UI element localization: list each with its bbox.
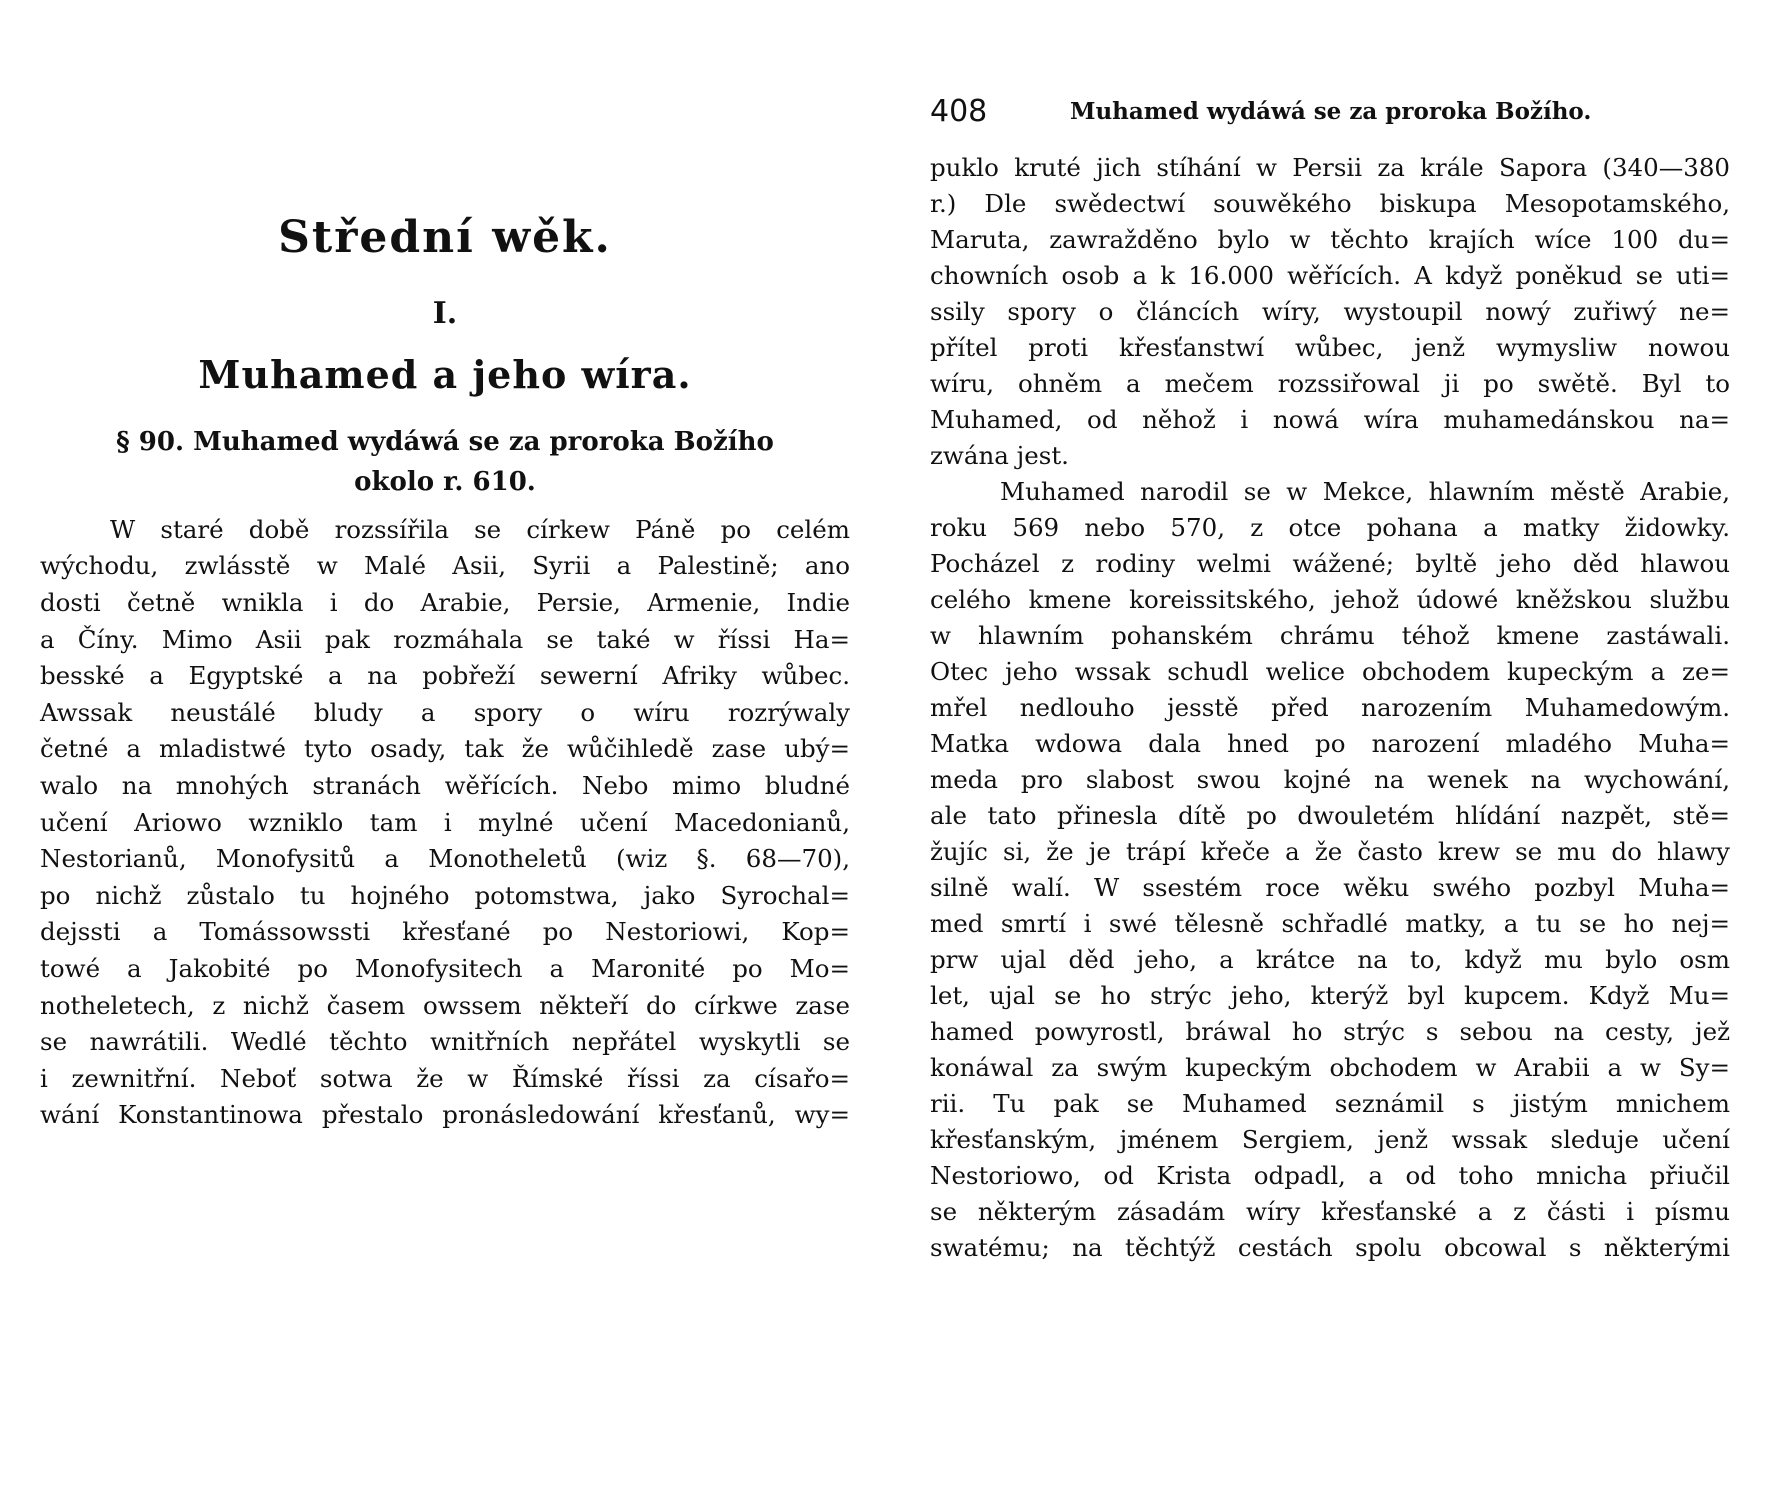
left-text-line: učení Ariowo wzniklo tam i mylné učení Macedonianů, <box>40 808 850 837</box>
right-text-line: Pocházel z rodiny welmi wážené; byltě jeho děd hlawou <box>930 549 1730 578</box>
right-text-line: přítel proti křesťanstwí wůbec, jenž wymysliw nowou <box>930 333 1730 362</box>
left-text-line: towé a Jakobité po Monofysitech a Maronité po Mo= <box>40 954 850 983</box>
right-text-line: rii. Tu pak se Muhamed seznámil s jistým mnichem <box>930 1089 1730 1118</box>
right-text-line: silně walí. W ssestém roce wěku swého pozbyl Muha= <box>930 873 1730 902</box>
right-text-line: celého kmene koreissitského, jehož údowé kněžskou službu <box>930 585 1730 614</box>
running-head <box>930 92 1730 132</box>
left-text-line: i zewnitřní. Neboť sotwa že w Římské říssi za císařo= <box>40 1064 850 1093</box>
right-text-line: puklo kruté jich stíhání w Persii za krále Sapora (340—380 <box>930 153 1730 182</box>
left-text-line: a Číny. Mimo Asii pak rozmáhala se také w říssi Ha= <box>40 625 850 654</box>
left-text-line: walo na mnohých stranách wěřících. Nebo mimo bludné <box>40 771 850 800</box>
left-text-line: W staré době rozssířila se církew Páně po celém <box>110 515 850 544</box>
left-text-line: wání Konstantinowa přestalo pronásledowání křesťanů, wy= <box>40 1100 850 1129</box>
right-text-line: roku 569 nebo 570, z otce pohana a matky židowky. <box>930 513 1730 542</box>
left-text-line: Nestorianů, Monofysitů a Monotheletů (wiz §. 68—70), <box>40 844 850 873</box>
running-head-title: Muhamed wydáwá se za proroka Božího. <box>1070 98 1592 125</box>
right-text-line: w hlawním pohanském chrámu téhož kmene zastáwali. <box>930 621 1730 650</box>
page-number: 408 <box>930 94 988 129</box>
part-numeral: I. <box>432 296 458 331</box>
right-text-line: meda pro slabost swou kojné na wenek na wychowání, <box>930 765 1730 794</box>
right-text-line: Muhamed narodil se w Mekce, hlawním městě Arabie, <box>1000 477 1730 506</box>
left-text-line: besské a Egyptské a na pobřeží sewerní Afriky wůbec. <box>40 661 850 690</box>
right-text-line: Otec jeho wssak schudl welice obchodem kupeckým a ze= <box>930 657 1730 686</box>
right-text-line: med smrtí i swé tělesně schřadlé matky, a tu se ho nej= <box>930 909 1730 938</box>
left-text-line: dejssti a Tomássowssti křesťané po Nestoriowi, Kop= <box>40 917 850 946</box>
left-text-line: se nawrátili. Wedlé těchto wnitřních nepřátel wyskytli se <box>40 1027 850 1056</box>
right-text-line: wíru, ohněm a mečem rozssiřowal ji po swětě. Byl to <box>930 369 1730 398</box>
left-text-line: notheletech, z nichž časem owssem někteří do církwe zase <box>40 991 850 1020</box>
paragraph-heading-line-1: § 90. Muhamed wydáwá se za proroka Božího <box>116 427 774 457</box>
left-text-line: wýchodu, zwlásstě w Malé Asii, Syrii a Palestině; ano <box>40 551 850 580</box>
paragraph-heading <box>40 422 850 502</box>
right-text-line: let, ujal se ho strýc jeho, kterýž byl kupcem. Když Mu= <box>930 981 1730 1010</box>
right-text-line: chowních osob a k 16.000 wěřících. A když poněkud se uti= <box>930 261 1730 290</box>
left-text-line: četné a mladistwé tyto osady, tak že wůčihledě zase ubý= <box>40 734 850 763</box>
right-text-line: Maruta, zawražděno bylo w těchto krajích wíce 100 du= <box>930 225 1730 254</box>
right-text-line: swatému; na těchtýž cestách spolu obcowal s některými <box>930 1233 1730 1262</box>
right-text-line: ssily spory o článcích wíry, wystoupil nowý zuřiwý ne= <box>930 297 1730 326</box>
right-text-line: mřel nedlouho jesstě před narozením Muhamedowým. <box>930 693 1730 722</box>
right-text-line: křesťanským, jménem Sergiem, jenž wssak sleduje učení <box>930 1125 1730 1154</box>
right-text-line: žujíc si, že je trápí křeče a že často krew se mu do hlawy <box>930 837 1730 866</box>
right-text-line: Muhamed, od něhož i nowá wíra muhamedánskou na= <box>930 405 1730 434</box>
left-text-line: dosti četně wnikla i do Arabie, Persie, Armenie, Indie <box>40 588 850 617</box>
right-text-line: konáwal za swým kupeckým obchodem w Arabii a w Sy= <box>930 1053 1730 1082</box>
paragraph-heading-line-2: okolo r. 610. <box>354 467 536 497</box>
left-text-line: po nichž zůstalo tu hojného potomstwa, jako Syrochal= <box>40 881 850 910</box>
right-text-line: ale tato přinesla dítě po dwouletém hlídání nazpět, stě= <box>930 801 1730 830</box>
right-text-line: r.) Dle swědectwí souwěkého biskupa Mesopotamského, <box>930 189 1730 218</box>
right-text-line: zwána jest. <box>930 441 1069 470</box>
right-text-line: hamed powyrostl, bráwal ho strýc s sebou na cesty, jež <box>930 1017 1730 1046</box>
chapter-title: Muhamed a jeho wíra. <box>198 352 692 397</box>
left-text-line: Awssak neustálé bludy a spory o wíru rozrýwaly <box>40 698 850 727</box>
right-text-line: Nestoriowo, od Krista odpadl, a od toho mnicha přiučil <box>930 1161 1730 1190</box>
right-text-line: prw ujal děd jeho, a krátce na to, když mu bylo osm <box>930 945 1730 974</box>
right-text-line: se některým zásadám wíry křesťanské a z části i písmu <box>930 1197 1730 1226</box>
right-text-line: Matka wdowa dala hned po narození mladého Muha= <box>930 729 1730 758</box>
section-title: Střední wěk. <box>278 212 612 263</box>
